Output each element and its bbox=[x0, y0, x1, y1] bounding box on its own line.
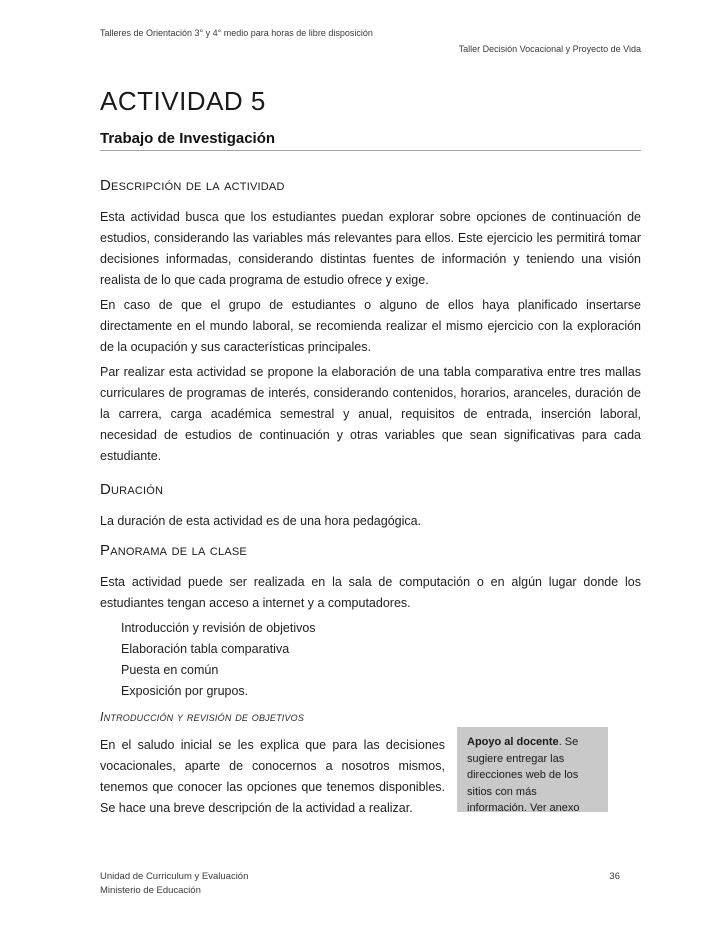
footer-organization bbox=[100, 870, 248, 898]
paragraph-duracion: La duración de esta actividad es de una hora pedagógica. bbox=[100, 514, 422, 528]
section-heading-duracion: Duración bbox=[100, 481, 164, 498]
paragraph-descripcion-2: En caso de que el grupo de estudiantes o alguno de ellos haya planificado insertarse directamente en el mundo laboral, se recomienda realizar el mismo ejercicio con la exploración de la ocupación y sus características principales. bbox=[100, 298, 641, 354]
intro-row bbox=[100, 727, 641, 819]
page-number: 36 bbox=[609, 871, 620, 882]
note-lead: Apoyo al docente bbox=[467, 736, 559, 748]
paragraph-descripcion-1: Esta actividad busca que los estudiantes puedan explorar sobre opciones de continuación de estudios, considerando las variables más relevantes para ellos. Este ejercicio les permitirá tomar decisiones informadas, considerando distintas fuentes de información y teniendo una visión realista de lo que cada programa de estudio ofrece y exige. bbox=[100, 210, 641, 287]
list-item: Elaboración tabla comparativa bbox=[121, 642, 290, 656]
paragraph-descripcion-3: Par realizar esta actividad se propone la elaboración de una tabla comparativa entre tres mallas curriculares de programas de interés, considerando contenidos, horarios, aranceles, duración de la carrera, carga académica semestral y anual, requisitos de entrada, inserción laboral, necesidad de estudios de continuación y otras variables que sean significativas para cada estudiante. bbox=[100, 365, 641, 463]
footer-org-line1: Unidad de Curriculum y Evaluación bbox=[100, 871, 249, 882]
header-left-text: Talleres de Orientación 3° y 4° medio para horas de libre disposición bbox=[100, 28, 373, 38]
page-title: ACTIVIDAD 5 bbox=[100, 86, 266, 116]
subtitle-divider bbox=[100, 150, 641, 151]
list-item: Introducción y revisión de objetivos bbox=[121, 621, 316, 635]
page-subtitle: Trabajo de Investigación bbox=[100, 130, 276, 147]
note-body: . Se sugiere entregar las direcciones web de los sitios con más información. Ver anexo bbox=[467, 736, 580, 812]
list-item: Exposición por grupos. bbox=[121, 684, 249, 698]
paragraph-introduccion: En el saludo inicial se les explica que para las decisiones vocacionales, aparte de conocernos a nosotros mismos, tenemos que conocer las opciones que tenemos disponibles. Se hace una breve descripción de la actividad a realizar. bbox=[100, 738, 445, 815]
panorama-activity-list bbox=[100, 618, 641, 702]
list-item: Puesta en común bbox=[121, 663, 219, 677]
subsection-heading-introduccion: Introducción y revisión de objetivos bbox=[100, 710, 305, 724]
header-right-text: Taller Decisión Vocacional y Proyecto de Vida bbox=[458, 44, 641, 54]
section-heading-panorama: Panorama de la clase bbox=[100, 542, 247, 559]
section-heading-descripcion: Descripción de la actividad bbox=[100, 177, 285, 194]
paragraph-panorama-intro: Esta actividad puede ser realizada en la sala de computación o en algún lugar donde los estudiantes tengan acceso a internet y a computadores. bbox=[100, 575, 641, 610]
footer-org-line2: Ministerio de Educación bbox=[100, 885, 201, 896]
running-header bbox=[100, 0, 641, 55]
teacher-support-note bbox=[457, 727, 608, 812]
intro-text-column bbox=[100, 727, 445, 819]
